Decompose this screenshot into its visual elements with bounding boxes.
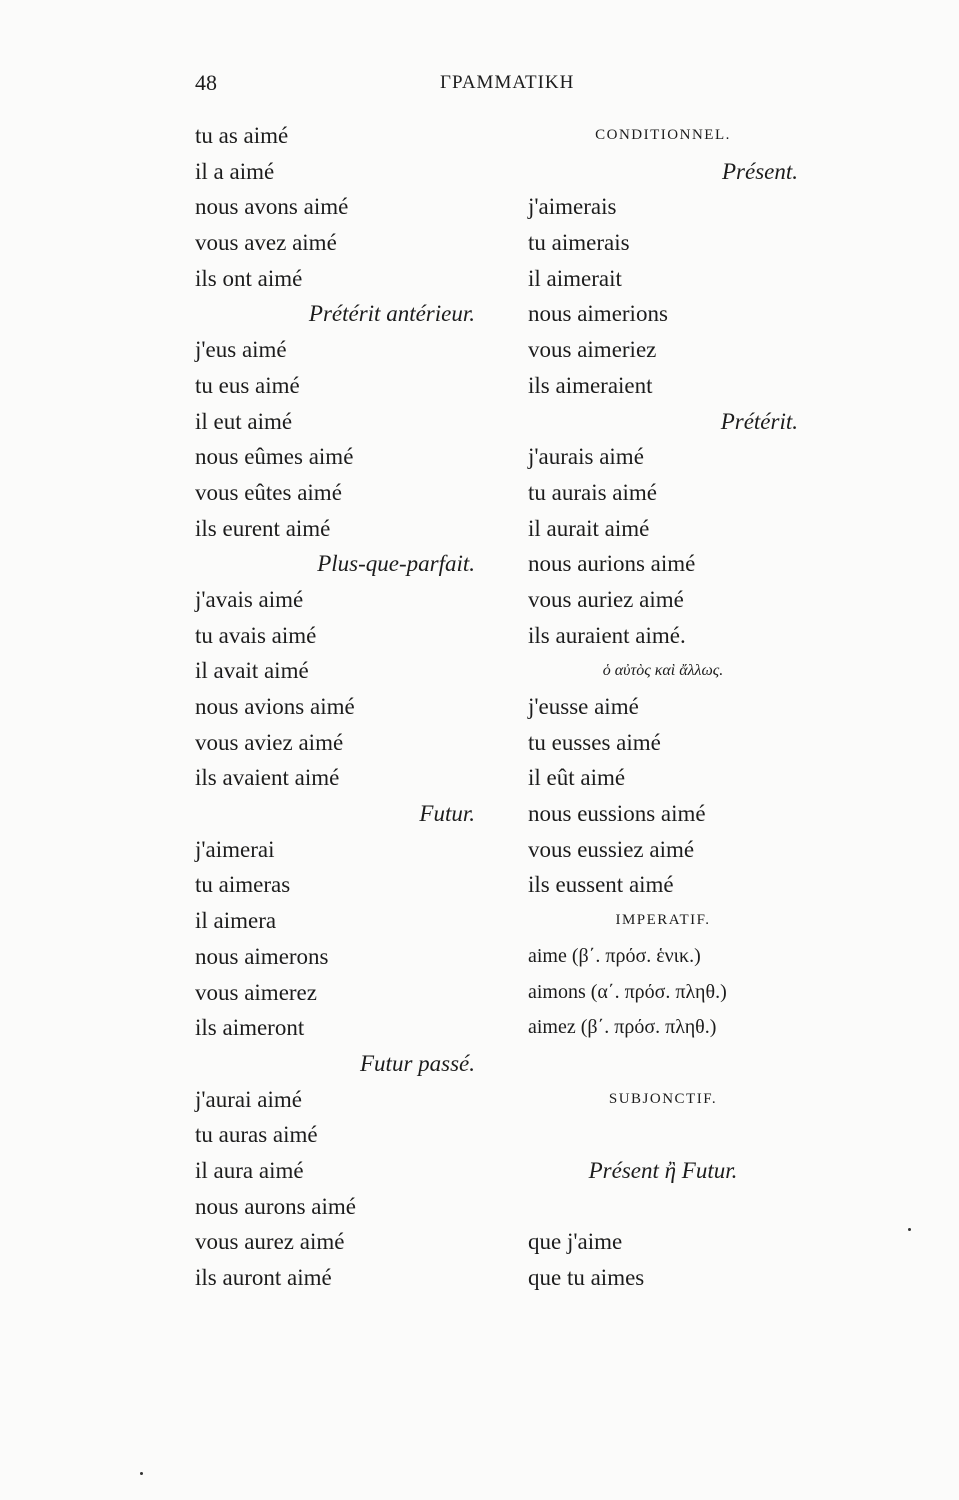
conjugation-line: il aura aimé xyxy=(195,1157,304,1183)
conjugation-line: il eût aimé xyxy=(528,765,626,791)
conjugation-line: ils ont aimé xyxy=(195,265,303,291)
section-heading: Futur passé. xyxy=(360,1050,475,1076)
conjugation-line: nous aurons aimé xyxy=(195,1193,356,1219)
conjugation-line: tu as aimé xyxy=(195,123,289,148)
conjugation-line: nous aimerions xyxy=(528,301,668,327)
section-heading: CONDITIONNEL. xyxy=(595,127,731,143)
section-heading: ὁ αὐτὸς καὶ ἄλλως. xyxy=(602,662,724,680)
conjugation-line: vous aurez aimé xyxy=(195,1229,345,1255)
conjugation-line: que tu aimes xyxy=(528,1265,645,1290)
section-heading: SUBJONCTIF. xyxy=(608,1090,718,1107)
conjugation-line: ils auront aimé xyxy=(195,1265,332,1290)
conjugation-line: vous aimeriez xyxy=(528,337,657,363)
section-heading: aimez (β΄. πρόσ. πληθ.) xyxy=(528,1016,717,1039)
conjugation-line: ils aimeront xyxy=(195,1015,305,1041)
conjugation-line: vous eûtes aimé xyxy=(195,479,342,505)
section-heading: Présent. xyxy=(721,158,798,184)
conjugation-line: nous avions aimé xyxy=(195,694,355,719)
conjugation-line: ils avaient aimé xyxy=(195,765,340,791)
conjugation-line: il aimerait xyxy=(528,265,622,291)
page-number: 48 xyxy=(195,70,217,95)
section-heading: Présent ἢ Futur. xyxy=(588,1157,738,1183)
conjugation-line: il aimera xyxy=(195,908,277,934)
conjugation-line: j'avais aimé xyxy=(195,586,304,612)
conjugation-line: vous aviez aimé xyxy=(195,729,344,755)
conjugation-line: nous eûmes aimé xyxy=(195,444,354,470)
running-title: ΓΡΑΜΜΑΤΙΚΗ xyxy=(440,72,575,93)
conjugation-line: il eut aimé xyxy=(195,408,293,434)
conjugation-line: vous auriez aimé xyxy=(528,586,684,612)
conjugation-line: j'aimerais xyxy=(528,194,617,220)
conjugation-line: tu auras aimé xyxy=(195,1122,318,1148)
conjugation-line: tu aimeras xyxy=(195,872,291,898)
section-heading: IMPERATIF. xyxy=(615,912,711,929)
page-header xyxy=(0,70,959,100)
conjugation-line: nous eussions aimé xyxy=(528,801,706,827)
conjugation-line: tu avais aimé xyxy=(195,622,317,648)
section-heading: aime (β΄. πρόσ. ἑνικ.) xyxy=(528,944,701,967)
section-heading: Prétérit. xyxy=(720,408,798,434)
conjugation-line: vous aimerez xyxy=(195,979,317,1005)
conjugation-line: ils eussent aimé xyxy=(528,872,674,898)
section-heading: Prétérit antérieur. xyxy=(308,301,475,327)
conjugation-line: nous aimerons xyxy=(195,943,329,969)
conjugation-line: il avait aimé xyxy=(195,658,309,684)
conjugation-line: que j'aime xyxy=(528,1229,623,1255)
conjugation-line: nous avons aimé xyxy=(195,194,349,220)
spacer xyxy=(528,1117,798,1153)
conjugation-line: tu aimerais xyxy=(528,230,630,256)
spacer xyxy=(528,1189,798,1225)
ink-speck xyxy=(908,1228,911,1231)
ink-speck xyxy=(140,1472,143,1475)
conjugation-line: ils aimeraient xyxy=(528,372,653,398)
conjugation-line: j'aurais aimé xyxy=(528,444,644,470)
conjugation-line: tu eusses aimé xyxy=(528,729,661,755)
conjugation-line: tu eus aimé xyxy=(195,372,300,398)
conjugation-line: tu aurais aimé xyxy=(528,479,658,505)
conjugation-line: vous avez aimé xyxy=(195,230,337,256)
left-column xyxy=(195,118,475,1296)
spacer xyxy=(528,1046,798,1082)
conjugation-line: j'aurai aimé xyxy=(195,1086,302,1112)
conjugation-line: vous eussiez aimé xyxy=(528,836,695,862)
conjugation-line: j'eusse aimé xyxy=(528,694,639,719)
section-heading: Futur. xyxy=(419,801,475,827)
conjugation-line: ils eurent aimé xyxy=(195,515,331,541)
section-heading: Plus-que-parfait. xyxy=(317,551,475,577)
section-heading: aimons (α΄. πρόσ. πληθ.) xyxy=(528,980,727,1003)
conjugation-line: il aurait aimé xyxy=(528,515,650,541)
conjugation-line: j'aimerai xyxy=(195,836,275,862)
conjugation-line: j'eus aimé xyxy=(195,337,287,363)
conjugation-line: il a aimé xyxy=(195,158,275,184)
right-column xyxy=(528,118,798,1296)
conjugation-line: ils auraient aimé. xyxy=(528,622,686,648)
conjugation-line: nous aurions aimé xyxy=(528,551,696,577)
